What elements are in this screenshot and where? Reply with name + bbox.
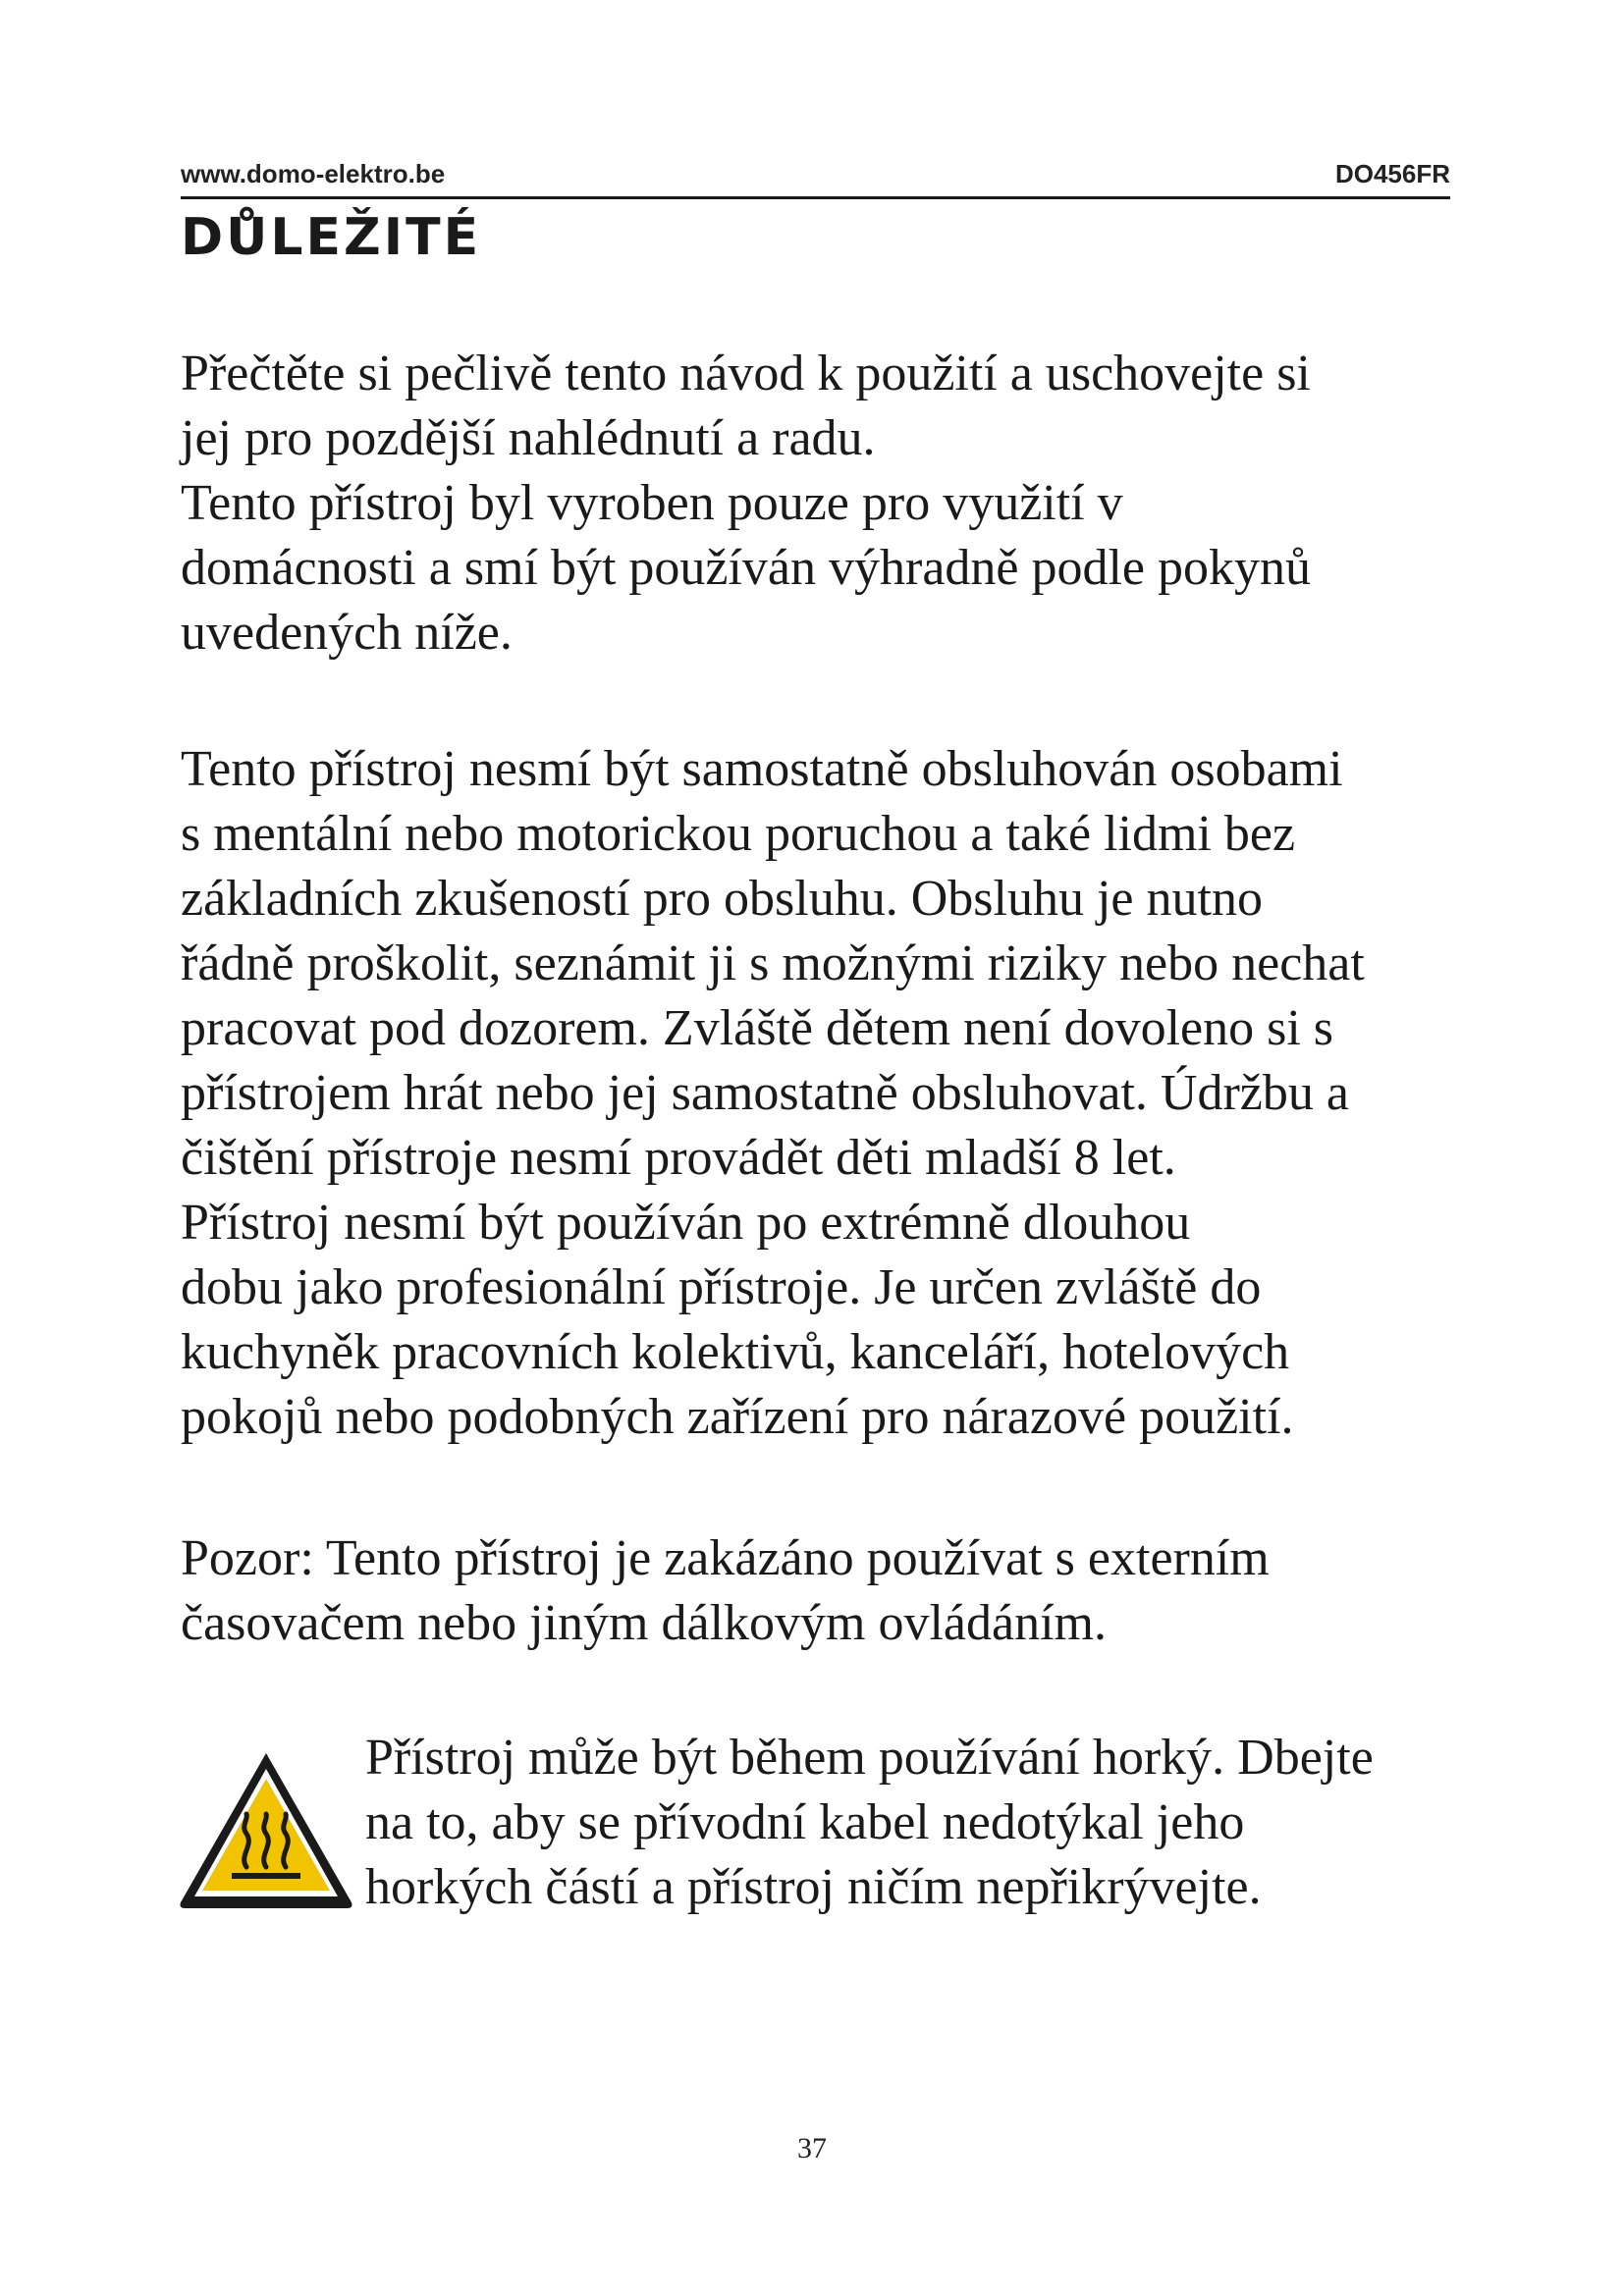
text-line: domácnosti a smí být používán výhradně podle pokynů [181,540,1312,596]
text-line: Tento přístroj nesmí být samostatně obsluhován osobami [181,741,1343,797]
text-line: Přečtěte si pečlivě tento návod k použití a uschovejte si [181,346,1311,401]
paragraph-intro [181,342,1487,666]
text-line: kuchyněk pracovních kolektivů, kanceláří, hotelových [181,1324,1290,1380]
text-line: Tento přístroj byl vyroben pouze pro využití v [181,475,1123,531]
website-url: www.domo-elektro.be [181,159,446,188]
text-line: uvedených níže. [181,605,513,661]
header-divider [181,196,1450,199]
text-line: pokojů nebo podobných zařízení pro nárazové použití. [181,1389,1294,1445]
text-line: pracovat pod dozorem. Zvláště dětem není dovoleno si s [181,1000,1334,1056]
page-title: DŮLEŽITÉ [181,208,482,267]
text-line: čištění přístroje nesmí provádět děti mladší 8 let. [181,1130,1176,1186]
page-number: 37 [797,2132,827,2164]
text-line: základních zkušeností pro obsluhu. Obsluhu je nutno [181,871,1263,927]
text-line: Přístroj může být během používání horký. Dbejte [365,1730,1374,1786]
text-line: Pozor: Tento přístroj je zakázáno používat s externím [181,1530,1270,1586]
paragraph-timer-warning [181,1526,1487,1656]
text-line: Přístroj nesmí být používán po extrémně dlouhou [181,1195,1191,1251]
text-line: s mentální nebo motorickou poruchou a také lidmi bez [181,806,1296,862]
page-header [181,159,1450,194]
text-line: řádně proškolit, seznámit ji s možnými riziky nebo nechat [181,935,1365,991]
text-line: přístrojem hrát nebo jej samostatně obsluhovat. Údržbu a [181,1065,1349,1121]
text-line: na to, aby se přívodní kabel nedotýkal jeho [365,1794,1245,1850]
model-number: DO456FR [1334,159,1450,188]
text-line: dobu jako profesionální přístroje. Je určen zvláště do [181,1259,1262,1315]
paragraph-hot-surface [365,1726,1485,1920]
text-line: jej pro pozdější nahlédnutí a radu. [181,410,876,466]
text-line: horkých částí a přístroj ničím nepřikrývejte. [365,1859,1262,1915]
paragraph-safety [181,737,1487,1450]
text-line: časovačem nebo jiným dálkovým ovládáním. [181,1595,1107,1651]
hot-surface-warning-icon [175,1747,357,1912]
